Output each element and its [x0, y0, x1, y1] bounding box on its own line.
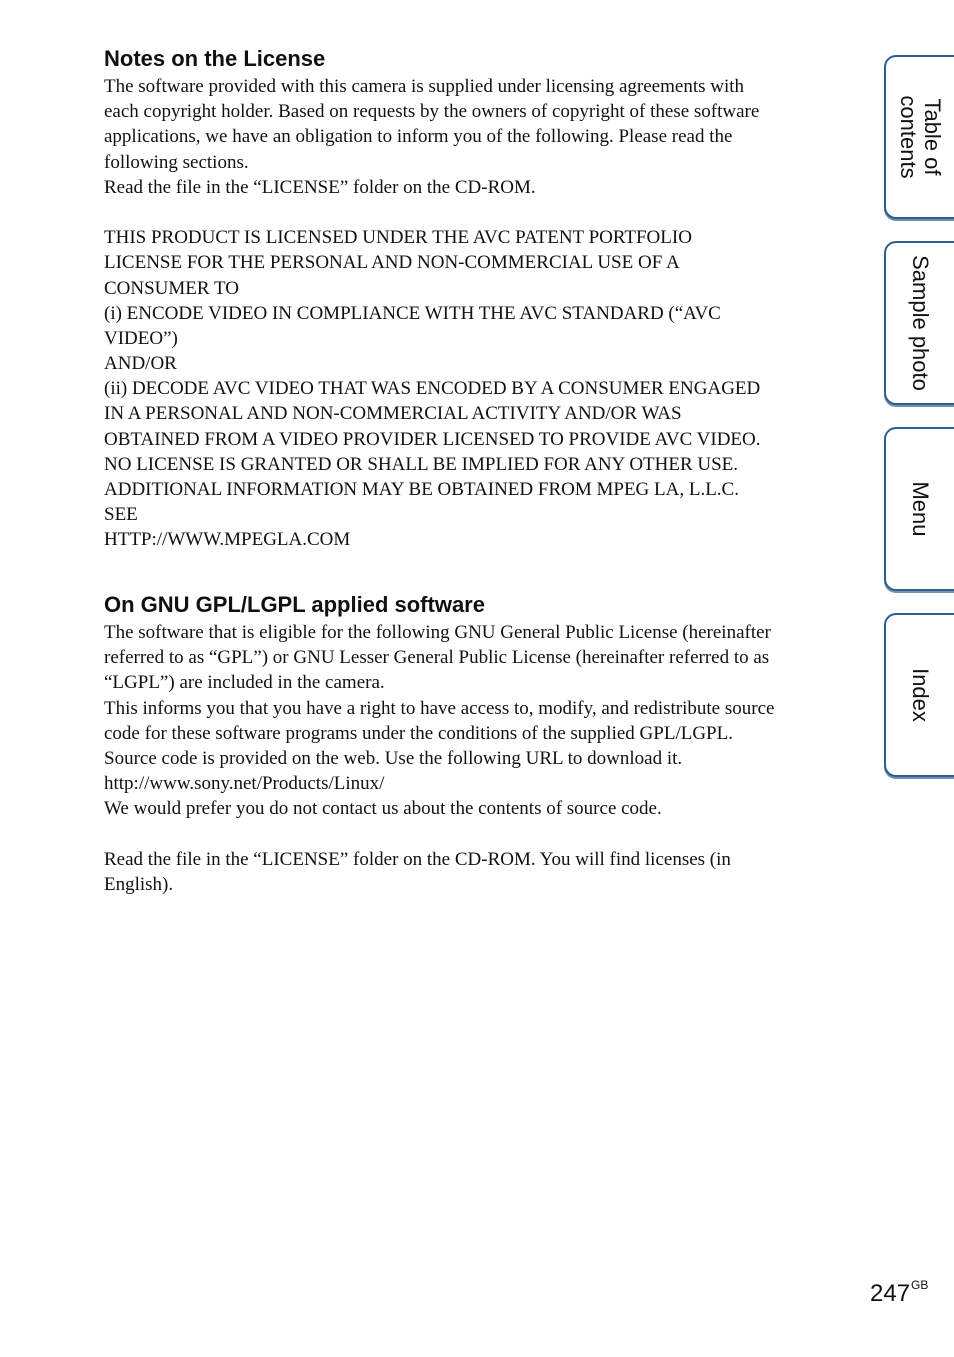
tab-label: [908, 255, 932, 391]
text-line: NO LICENSE IS GRANTED OR SHALL BE IMPLIED FOR ANY OTHER USE.: [104, 453, 739, 475]
text-line: referred to as “GPL”) or GNU Lesser General Public License (hereinafter referred to as: [104, 647, 770, 669]
text-line: “LGPL”) are included in the camera.: [104, 672, 385, 694]
text-line: HTTP://WWW.MPEGLA.COM: [104, 529, 351, 551]
tab-label-line: Sample photo: [908, 255, 933, 391]
tab-menu[interactable]: [884, 427, 954, 591]
text-line: Read the file in the “LICENSE” folder on the CD-ROM. You will find licenses (in: [104, 848, 731, 870]
tab-label: [908, 668, 932, 722]
page-number-value: 247: [870, 1280, 911, 1307]
page-content: [104, 44, 850, 897]
text-line: We would prefer you do not contact us about the contents of source code.: [104, 798, 662, 820]
tab-table-of-contents[interactable]: [884, 55, 954, 219]
text-line: English).: [104, 873, 174, 895]
blank-line: [104, 822, 850, 847]
text-line: Source code is provided on the web. Use the following URL to download it.: [104, 747, 683, 769]
side-tabs: [884, 0, 954, 800]
text-line: AND/OR: [104, 353, 177, 375]
text-line: (i) ENCODE VIDEO IN COMPLIANCE WITH THE AVC STANDARD (“AVC: [104, 302, 721, 324]
text-line: following sections.: [104, 151, 249, 173]
page-region-suffix: GB: [911, 1278, 929, 1292]
tab-label: [896, 95, 944, 178]
blank-line: [104, 200, 850, 225]
page-number: [870, 1278, 928, 1308]
gpl-section: [104, 590, 850, 897]
text-line: THIS PRODUCT IS LICENSED UNDER THE AVC PATENT PORTFOLIO: [104, 227, 692, 249]
tab-label-line: Index: [908, 668, 933, 722]
text-line: (ii) DECODE AVC VIDEO THAT WAS ENCODED BY A CONSUMER ENGAGED: [104, 378, 761, 400]
text-line: This informs you that you have a right to have access to, modify, and redistribute source: [104, 697, 775, 719]
tab-label: [908, 481, 932, 536]
text-line: applications, we have an obligation to inform you of the following. Please read the: [104, 126, 733, 148]
tab-label-line: Menu: [908, 481, 933, 537]
tab-label-line: Table of: [920, 98, 945, 176]
gpl-body: [104, 620, 850, 897]
text-line: each copyright holder. Based on requests by the owners of copyright of these software: [104, 101, 760, 123]
text-line: OBTAINED FROM A VIDEO PROVIDER LICENSED TO PROVIDE AVC VIDEO.: [104, 428, 761, 450]
gpl-heading: On GNU GPL/LGPL applied software: [104, 592, 485, 617]
text-line: code for these software programs under the conditions of the supplied GPL/LGPL.: [104, 722, 733, 744]
text-line: The software that is eligible for the following GNU General Public License (hereinafter: [104, 622, 771, 643]
text-line: IN A PERSONAL AND NON-COMMERCIAL ACTIVITY AND/OR WAS: [104, 403, 682, 425]
license-section: [104, 44, 850, 584]
license-heading: Notes on the License: [104, 46, 326, 71]
text-line: The software provided with this camera is supplied under licensing agreements with: [104, 76, 745, 97]
text-line: CONSUMER TO: [104, 277, 239, 299]
tab-index[interactable]: [884, 613, 954, 777]
text-line: ADDITIONAL INFORMATION MAY BE OBTAINED FROM MPEG LA, L.L.C.: [104, 479, 739, 500]
text-line: http://www.sony.net/Products/Linux/: [104, 773, 385, 795]
tab-label-line: contents: [896, 95, 921, 179]
text-line: SEE: [104, 504, 138, 526]
text-line: LICENSE FOR THE PERSONAL AND NON-COMMERCIAL USE OF A: [104, 252, 680, 274]
text-line: Read the file in the “LICENSE” folder on the CD-ROM.: [104, 176, 536, 198]
license-body: [104, 74, 850, 553]
text-line: VIDEO”): [104, 327, 178, 349]
tab-sample-photo[interactable]: [884, 241, 954, 405]
